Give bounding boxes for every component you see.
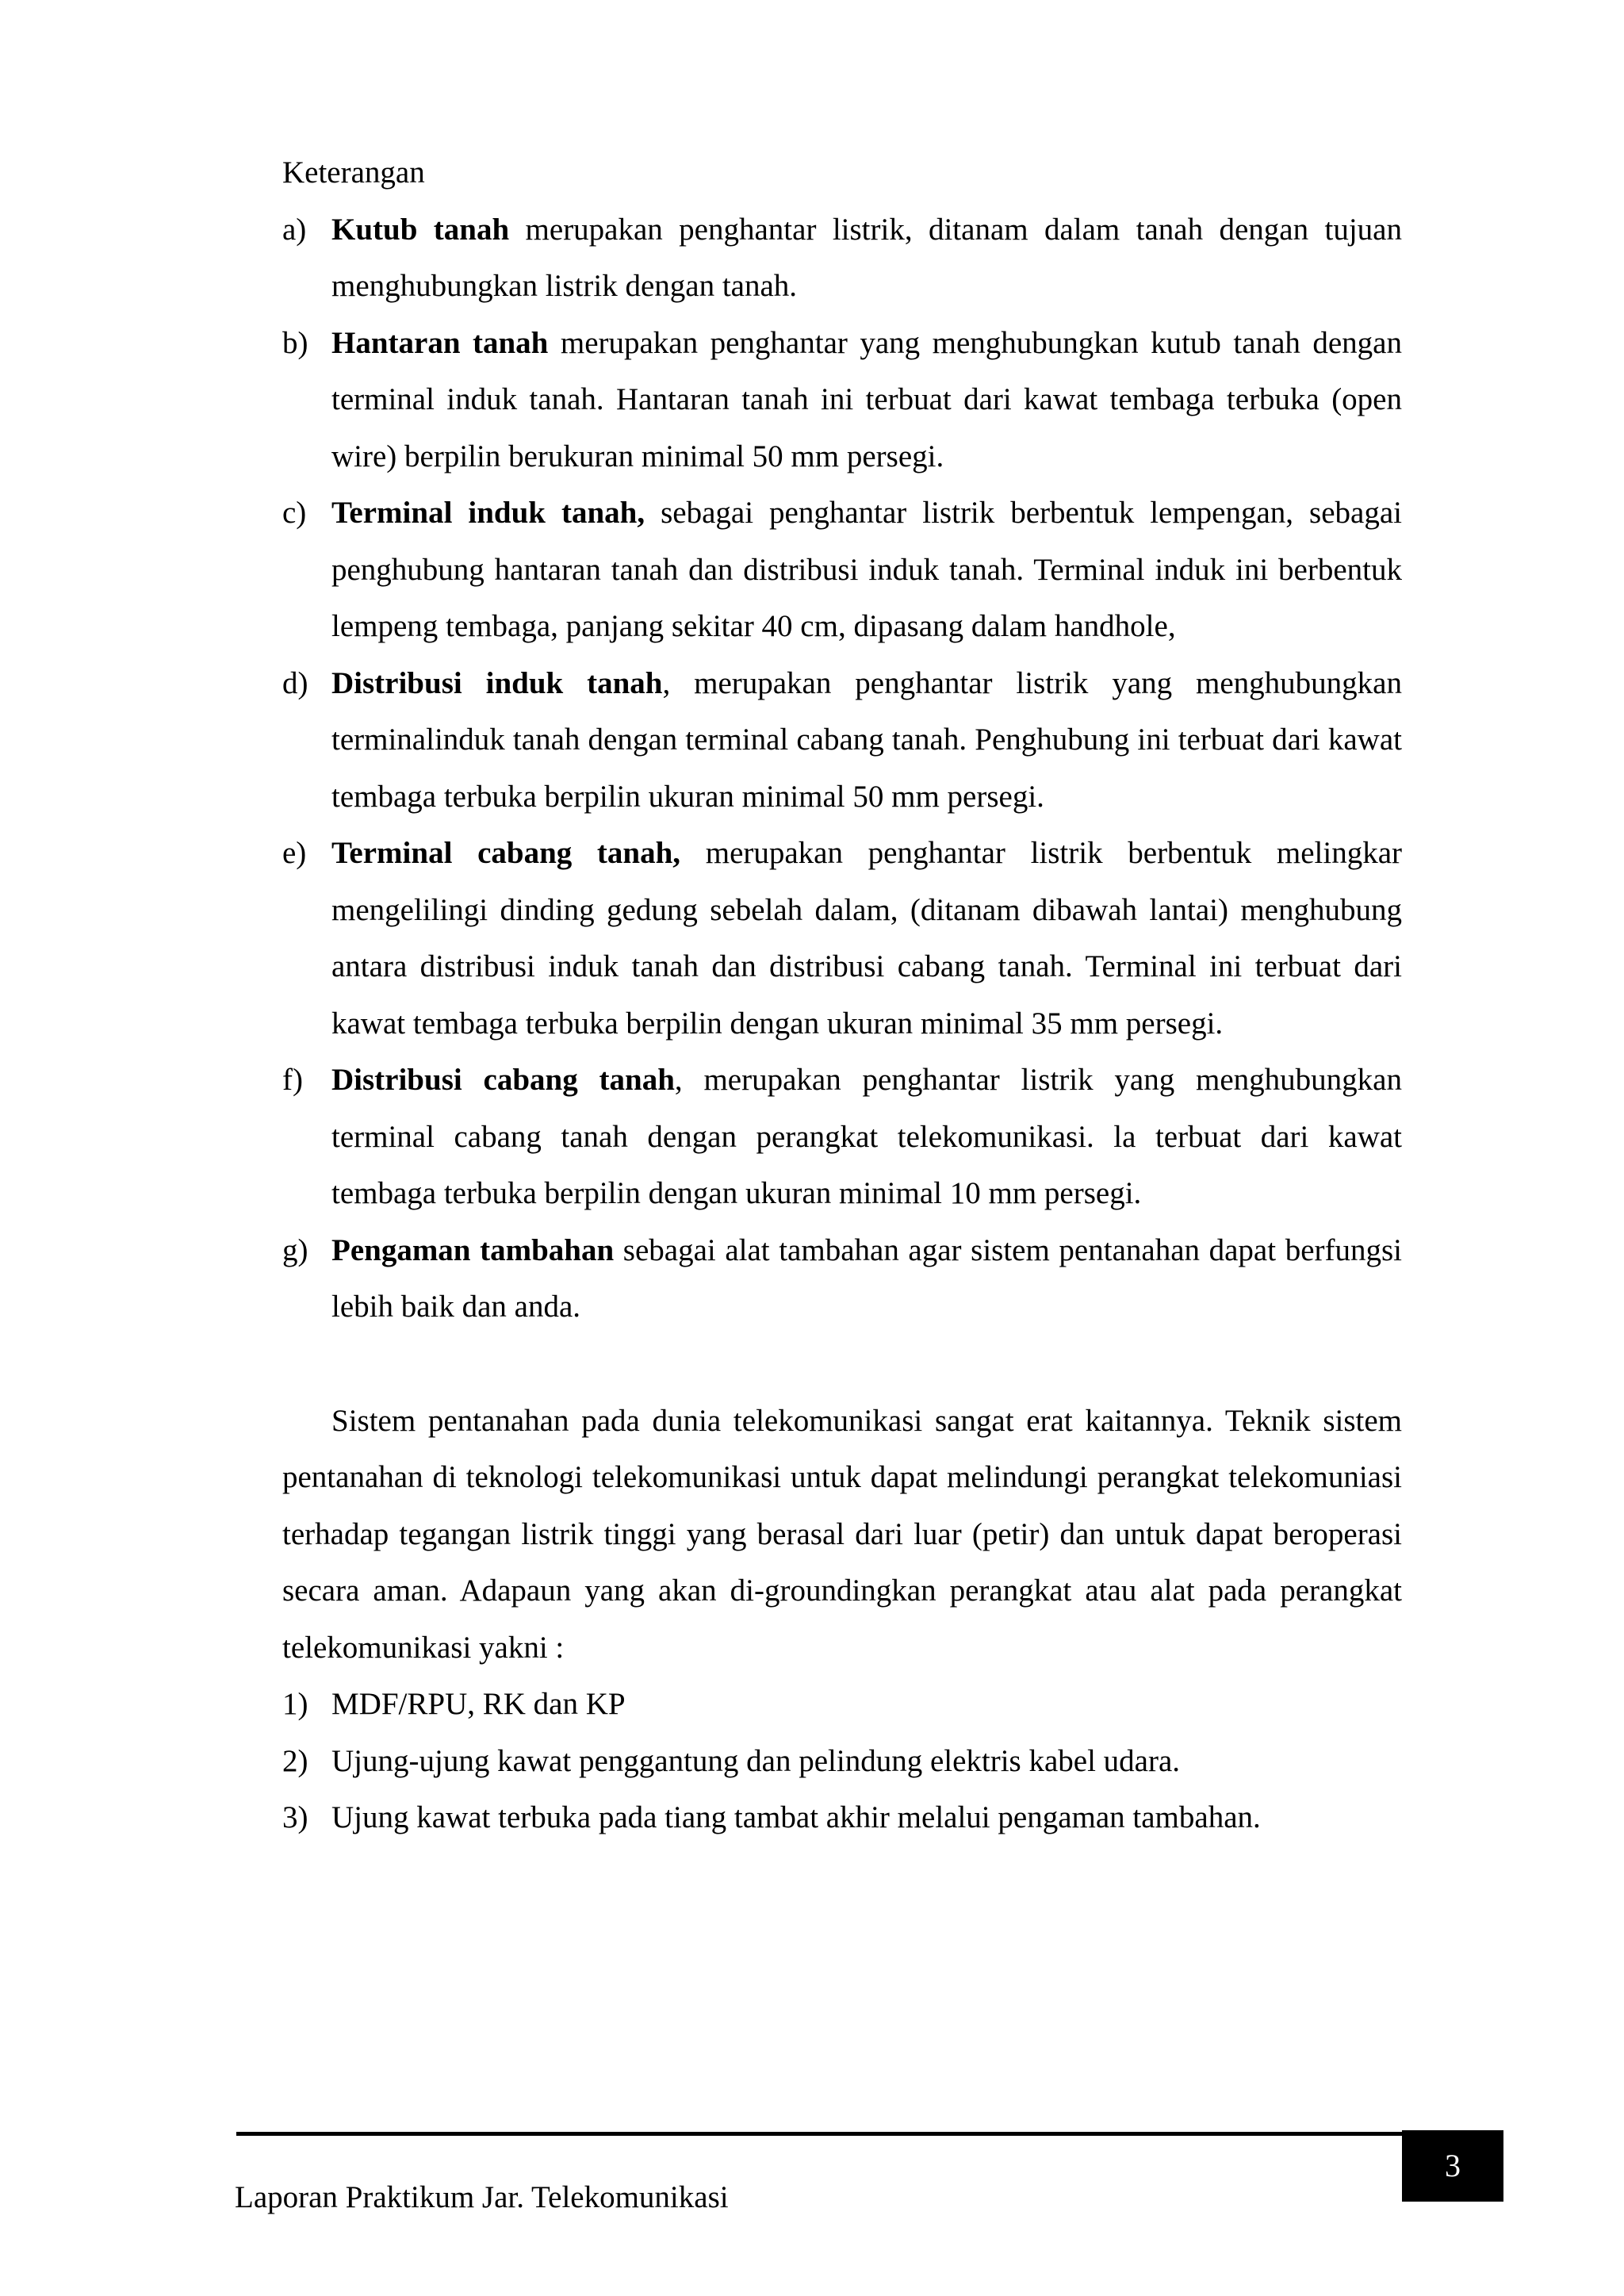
term: Kutub tanah bbox=[331, 212, 510, 247]
list-item bbox=[282, 485, 1402, 655]
definition-list bbox=[282, 201, 1402, 1336]
body-paragraph: Sistem pentanahan pada dunia telekomunikasi sangat erat kaitannya. Teknik sistem pentanahan di teknologi telekomunikasi untuk dapat melindungi perangkat telekomuniasi terhadap tegangan listrik tinggi yang berasal dari luar (petir) dan untuk dapat beroperasi secara aman. Adapaun yang akan di-groundingkan perangkat atau alat pada perangkat telekomunikasi yakni : bbox=[282, 1403, 1402, 1665]
list-marker: g) bbox=[282, 1232, 308, 1267]
term: Distribusi induk tanah bbox=[331, 665, 663, 700]
definition-text: merupakan penghantar yang menghubungkan kutub tanah dengan terminal induk tanah. Hantaran tanah ini terbuat dari kawat tembaga terbuka (open wire) berpilin berukuran minimal 50 mm persegi. bbox=[331, 325, 1402, 473]
footer-divider bbox=[236, 2132, 1410, 2136]
section-heading: Keterangan bbox=[282, 155, 425, 190]
list-marker: 2) bbox=[282, 1743, 308, 1778]
page-content bbox=[282, 144, 1402, 1846]
term: Terminal cabang tanah, bbox=[331, 836, 681, 870]
term: Distribusi cabang tanah bbox=[331, 1063, 675, 1097]
list-marker: f) bbox=[282, 1063, 303, 1097]
list-item bbox=[282, 825, 1402, 1052]
definition-text: , merupakan penghantar listrik yang menghubungkan terminalinduk tanah dengan terminal cabang tanah. Penghubung ini terbuat dari kawat tembaga terbuka berpilin ukuran minimal 50 mm persegi. bbox=[331, 665, 1402, 814]
footer-title: Laporan Praktikum Jar. Telekomunikasi bbox=[235, 2180, 729, 2214]
list-item bbox=[282, 315, 1402, 485]
list-item-text: Ujung kawat terbuka pada tiang tambat akhir melalui pengaman tambahan. bbox=[331, 1800, 1261, 1834]
list-marker: c) bbox=[282, 496, 307, 530]
list-marker: b) bbox=[282, 325, 308, 360]
definition-text: sebagai penghantar listrik berbentuk lempengan, sebagai penghubung hantaran tanah dan distribusi induk tanah. Terminal induk ini berbentuk lempeng tembaga, panjang sekitar 40 cm, dipasang dalam handhole, bbox=[331, 496, 1402, 643]
term: Pengaman tambahan bbox=[331, 1232, 615, 1267]
list-item bbox=[282, 201, 1402, 315]
list-item bbox=[282, 1222, 1402, 1336]
list-item-text: Ujung-ujung kawat penggantung dan pelindung elektris kabel udara. bbox=[331, 1743, 1181, 1778]
definition-text: merupakan penghantar listrik, ditanam dalam tanah dengan tujuan menghubungkan listrik dengan tanah. bbox=[331, 212, 1402, 303]
spacer bbox=[282, 1336, 1402, 1393]
list-item bbox=[282, 655, 1402, 826]
list-marker: d) bbox=[282, 665, 308, 700]
definition-text: , merupakan penghantar listrik yang menghubungkan terminal cabang tanah dengan perangkat telekomunikasi. la terbuat dari kawat tembaga terbuka berpilin dengan ukuran minimal 10 mm persegi. bbox=[331, 1063, 1402, 1210]
list-marker: a) bbox=[282, 212, 307, 247]
term: Hantaran tanah bbox=[331, 325, 549, 360]
definition-text: sebagai alat tambahan agar sistem pentanahan dapat berfungsi lebih baik dan anda. bbox=[331, 1232, 1402, 1324]
list-item bbox=[282, 1052, 1402, 1222]
numbered-list bbox=[282, 1676, 1402, 1846]
list-item bbox=[282, 1676, 1402, 1733]
list-marker: 1) bbox=[282, 1687, 308, 1721]
list-item bbox=[282, 1789, 1402, 1846]
list-marker: 3) bbox=[282, 1800, 308, 1834]
list-marker: e) bbox=[282, 836, 307, 870]
definition-text: merupakan penghantar listrik berbentuk melingkar mengelilingi dinding gedung sebelah dalam, (ditanam dibawah lantai) menghubung antara distribusi induk tanah dan distribusi cabang tanah. Terminal ini terbuat dari kawat tembaga terbuka berpilin dengan ukuran minimal 35 mm persegi. bbox=[331, 836, 1402, 1041]
page-number: 3 bbox=[1402, 2130, 1503, 2202]
list-item-text: MDF/RPU, RK dan KP bbox=[331, 1687, 626, 1721]
list-item bbox=[282, 1733, 1402, 1790]
term: Terminal induk tanah, bbox=[331, 496, 645, 530]
